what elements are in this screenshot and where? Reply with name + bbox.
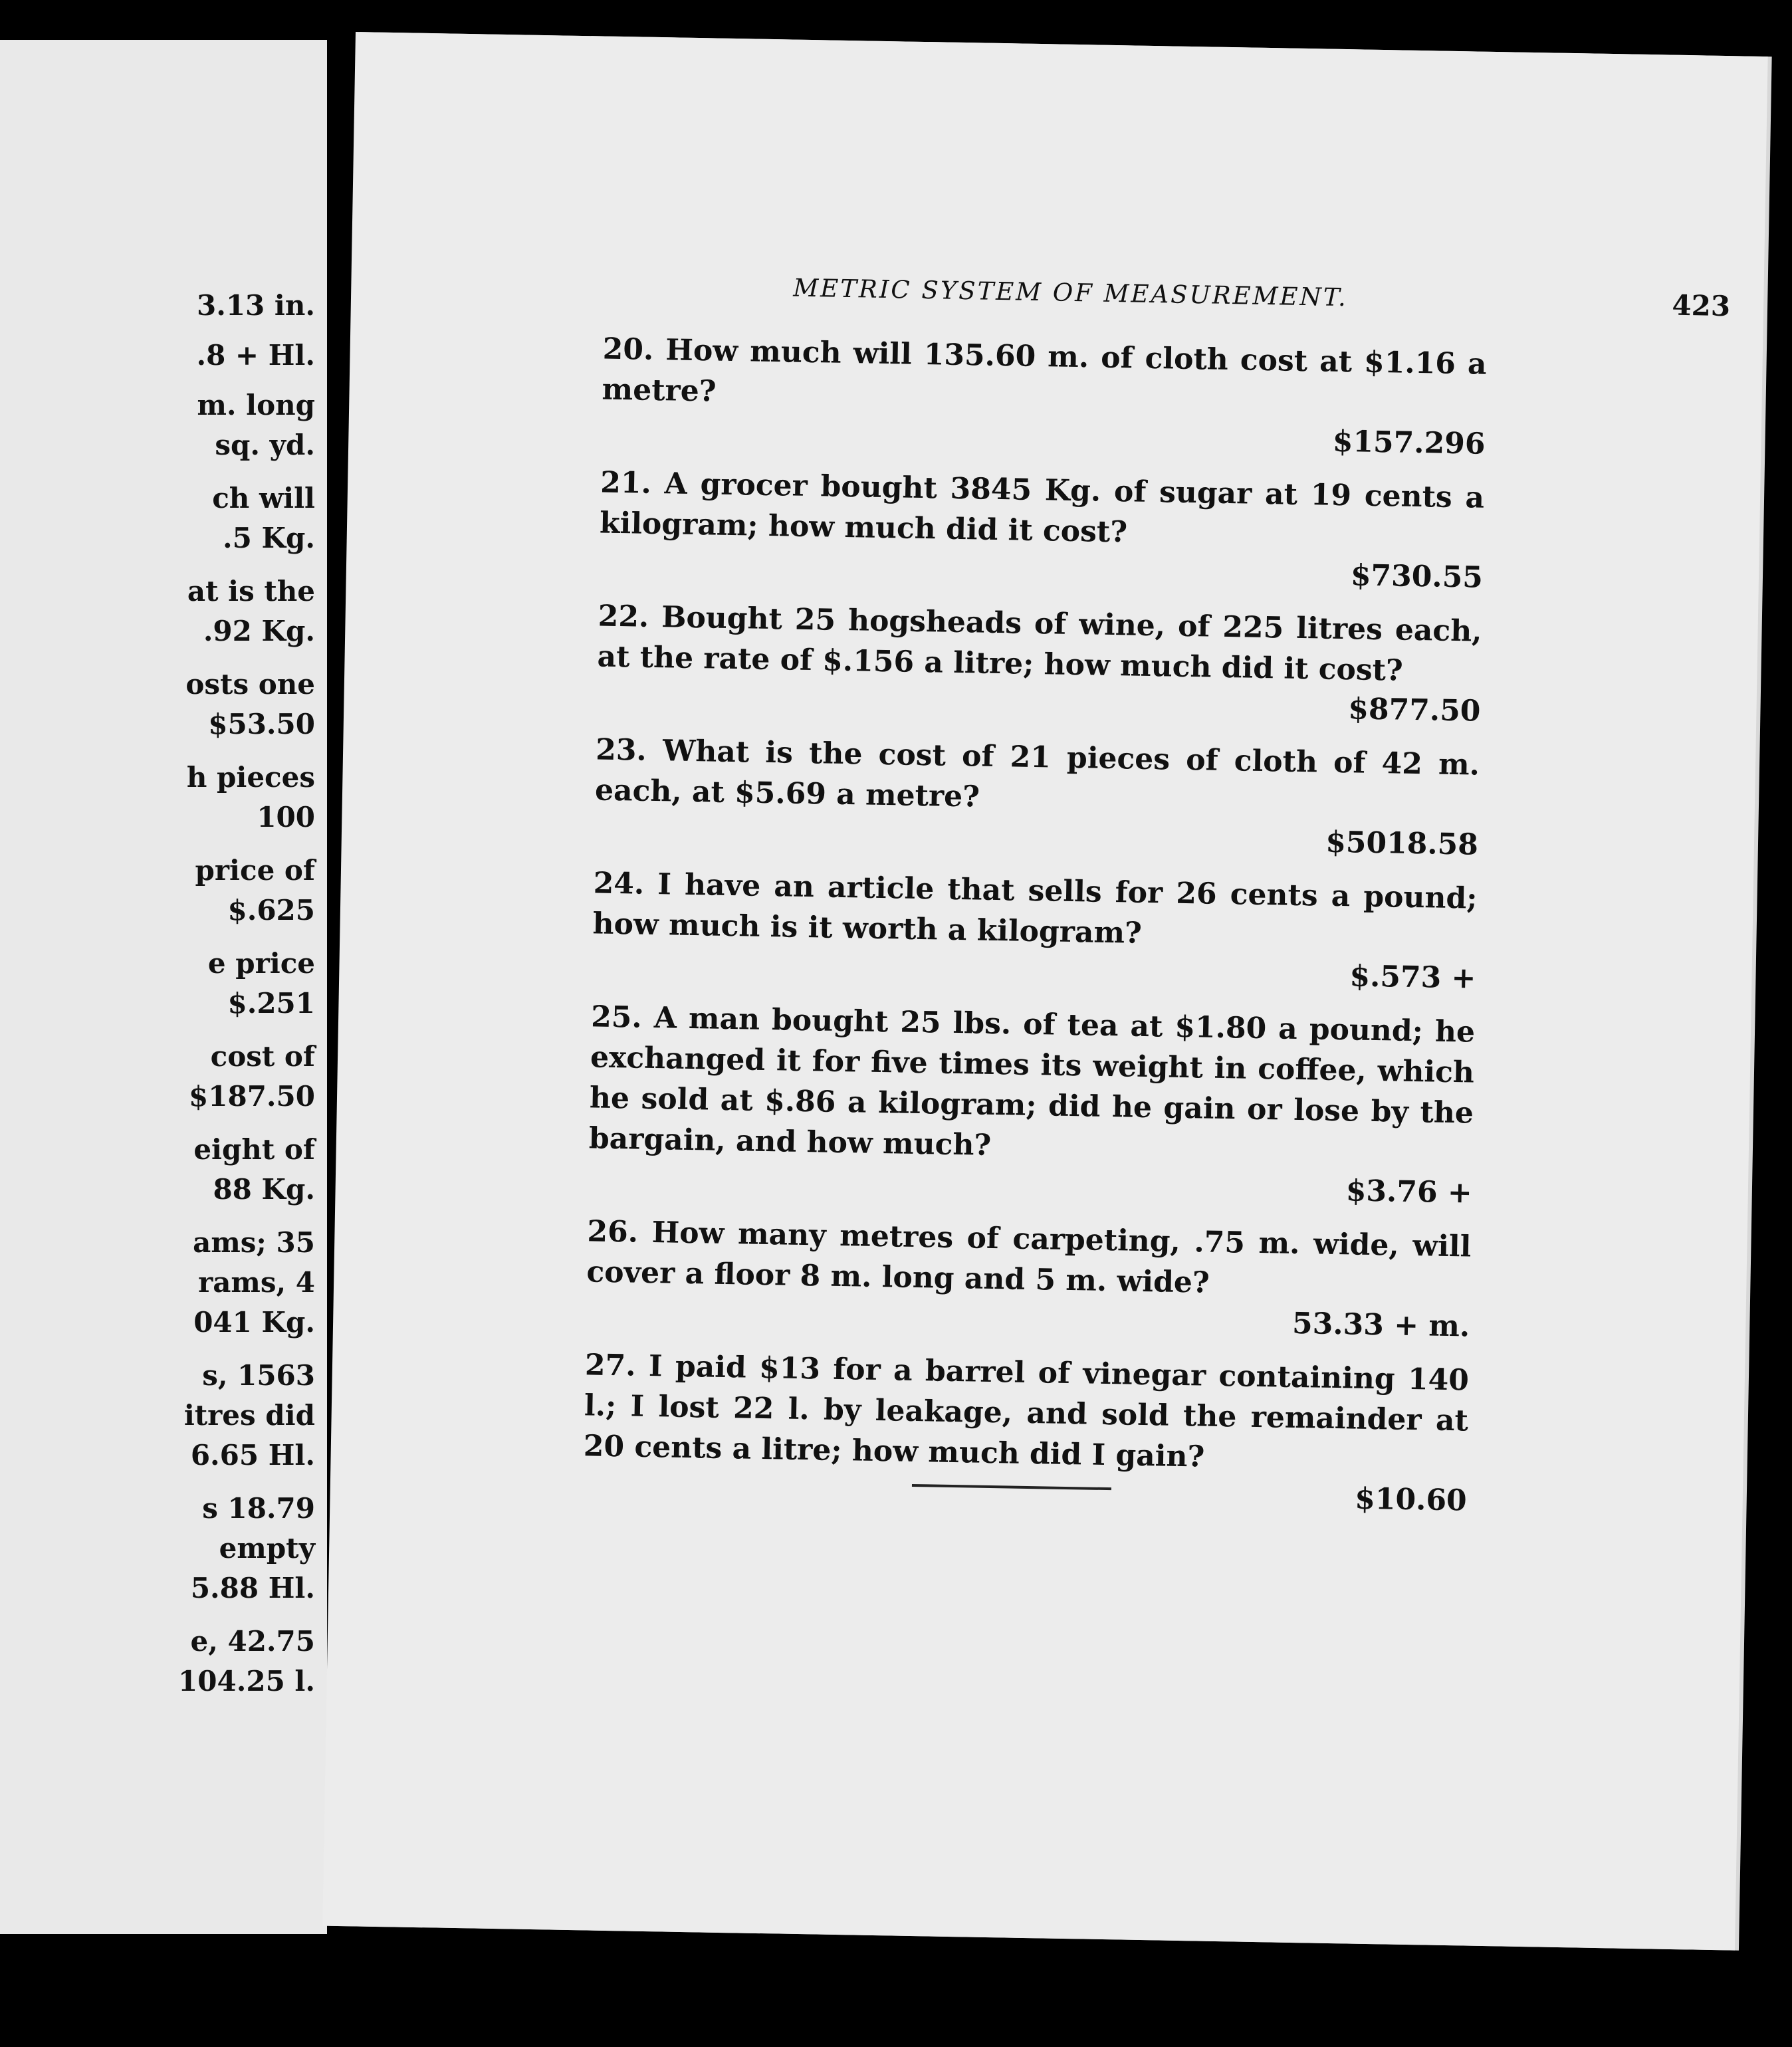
problem-text: I have an article that sells for 26 cents a pound; how much is it worth a kilogram? xyxy=(592,867,1478,950)
left-page-line: itres did xyxy=(183,1399,315,1432)
problem-21 xyxy=(599,463,1485,598)
left-page-line: empty xyxy=(219,1532,315,1564)
left-page-line: e, 42.75 xyxy=(190,1625,315,1658)
left-page-line: cost of xyxy=(210,1040,315,1073)
left-page-line: 5.88 Hl. xyxy=(190,1572,315,1604)
left-page-line: $187.50 xyxy=(189,1080,315,1113)
problem-answer: $5018.58 xyxy=(1325,825,1479,862)
problem-number: 22. xyxy=(598,599,649,634)
left-page-line: s 18.79 xyxy=(202,1492,315,1525)
problem-text: I paid $13 for a barrel of vinegar containing 140 l.; I lost 22 l. by leakage, and sold the remainder at 20 cents a litre; how much did I gain? xyxy=(583,1349,1470,1474)
left-page-line: $.625 xyxy=(227,894,315,926)
problem-number: 26. xyxy=(587,1214,639,1249)
left-page-line: at is the xyxy=(187,575,315,607)
problem-text: Bought 25 hogsheads of wine, of 225 litres each, at the rate of $.156 a litre; how much did it cost? xyxy=(597,600,1482,688)
problem-answer: $157.296 xyxy=(1332,424,1486,461)
problem-number: 24. xyxy=(593,866,645,901)
left-page-line: osts one xyxy=(185,668,315,700)
page-header xyxy=(793,274,1731,337)
problem-list xyxy=(582,329,1487,1535)
left-page-line: 104.25 l. xyxy=(178,1665,315,1697)
problem-23 xyxy=(594,729,1480,865)
problem-24 xyxy=(592,863,1478,998)
problem-text: How much will 135.60 m. of cloth cost at $1.16 a metre? xyxy=(602,333,1487,409)
left-page-line: sq. yd. xyxy=(215,429,315,461)
left-page-line: .8 + Hl. xyxy=(196,339,315,372)
problem-answer: $877.50 xyxy=(1347,692,1481,728)
left-page-line: eight of xyxy=(193,1133,315,1166)
left-page-line: $.251 xyxy=(227,987,315,1020)
left-page-line: .92 Kg. xyxy=(203,615,315,647)
problem-text: A man bought 25 lbs. of tea at $1.80 a pound; he exchanged it for five times its weight in coffee, which he sold at $.86 a kilogram; did he gain or lose by the bargain, and how much? xyxy=(588,1001,1476,1162)
left-page-line: ams; 35 xyxy=(193,1226,315,1259)
left-page-line: 041 Kg. xyxy=(193,1306,315,1339)
problem-26 xyxy=(586,1211,1472,1347)
problem-number: 20. xyxy=(602,332,654,367)
problem-answer: $3.76 + xyxy=(1345,1174,1473,1210)
problem-number: 21. xyxy=(600,465,652,500)
problem-25 xyxy=(588,996,1475,1213)
left-page-line: rams, 4 xyxy=(198,1266,315,1299)
left-page-line: s, 1563 xyxy=(202,1359,315,1392)
problem-27 xyxy=(582,1345,1469,1521)
left-page-line: $53.50 xyxy=(208,708,315,740)
left-page-line: e price xyxy=(207,947,315,980)
left-page-line: 100 xyxy=(257,801,315,833)
problem-number: 27. xyxy=(584,1348,637,1383)
left-page-line: price of xyxy=(195,854,315,887)
problem-20 xyxy=(601,329,1487,465)
problem-number: 23. xyxy=(595,732,647,768)
problem-answer: $.573 + xyxy=(1349,959,1476,996)
right-page xyxy=(322,32,1767,1951)
left-page-line: h pieces xyxy=(186,761,315,794)
left-page-line: .5 Kg. xyxy=(223,522,315,554)
left-page-line: 3.13 in. xyxy=(196,289,315,322)
left-page-line: 88 Kg. xyxy=(213,1173,315,1206)
left-page-line: m. long xyxy=(197,389,315,421)
running-title: METRIC SYSTEM OF MEASUREMENT. xyxy=(793,273,1349,312)
problem-answer: $10.60 xyxy=(1354,1481,1468,1518)
left-page-line: ch will xyxy=(212,482,315,514)
problem-number: 25. xyxy=(590,1000,643,1035)
problem-text: What is the cost of 21 pieces of cloth of 42 m. each, at $5.69 a metre? xyxy=(594,734,1480,814)
problem-text: A grocer bought 3845 Kg. of sugar at 19 cents a kilogram; how much did it cost? xyxy=(599,467,1485,550)
page-number: 423 xyxy=(1672,288,1731,323)
problem-22 xyxy=(596,596,1482,732)
left-page-fragment xyxy=(0,40,327,1934)
problem-text: How many metres of carpeting, .75 m. wide, will cover a floor 8 m. long and 5 m. wide? xyxy=(586,1216,1472,1300)
problem-answer: $730.55 xyxy=(1350,558,1484,595)
left-page-line: 6.65 Hl. xyxy=(190,1439,315,1471)
problem-answer: 53.33 + m. xyxy=(1291,1306,1470,1344)
